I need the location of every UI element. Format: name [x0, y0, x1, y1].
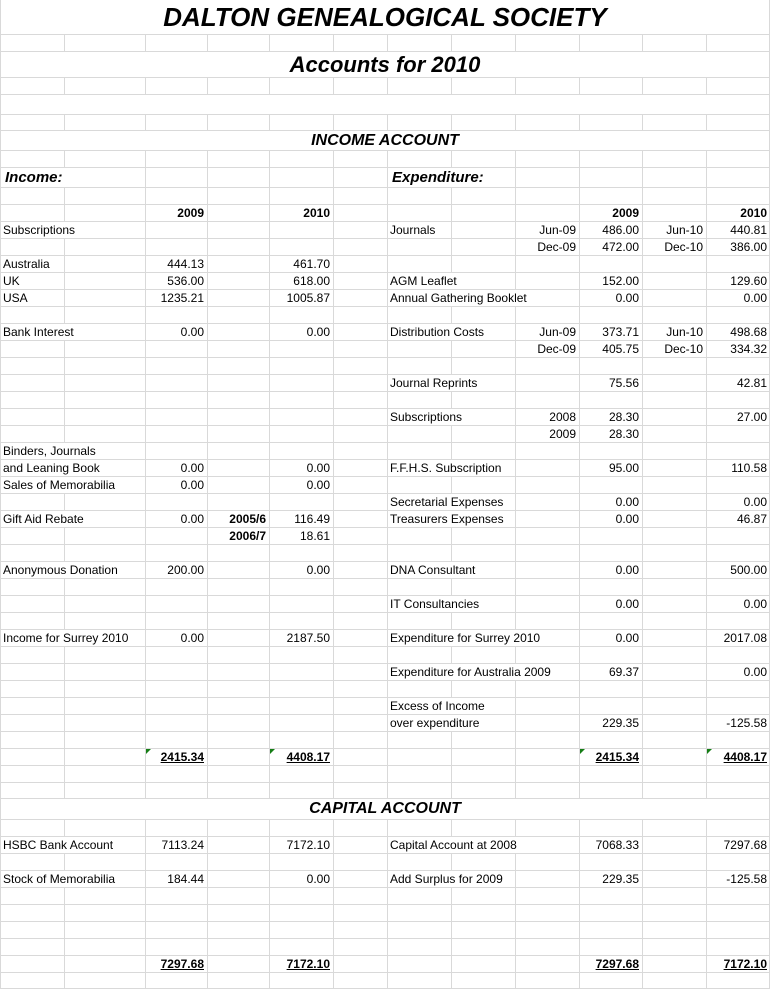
income-heading[interactable]: Income: — [1, 168, 69, 187]
income-account-title[interactable]: INCOME ACCOUNT — [1, 131, 769, 150]
table-row — [0, 680, 770, 697]
income-2009-value[interactable]: 0.00 — [180, 631, 204, 645]
table-row — [0, 836, 770, 853]
income-2010-value[interactable]: 1005.87 — [286, 291, 330, 305]
income-item-label[interactable]: USA — [1, 290, 32, 306]
expenditure-item-label[interactable]: Secretarial Expenses — [388, 494, 507, 510]
expenditure-2009-period[interactable]: Dec-09 — [537, 342, 576, 356]
income-2010-value[interactable]: 2187.50 — [286, 631, 330, 645]
table-row — [0, 870, 770, 887]
table-row — [0, 459, 770, 476]
expenditure-item-label[interactable]: Journals — [388, 222, 439, 238]
expenditure-2010-value[interactable]: 0.00 — [743, 291, 767, 305]
income-2010-value[interactable]: 0.00 — [306, 325, 330, 339]
income-2010-value[interactable]: 0.00 — [306, 563, 330, 577]
expenditure-2009-value[interactable]: 0.00 — [615, 495, 639, 509]
capital-2009-value[interactable]: 229.35 — [602, 872, 639, 886]
expenditure-2009-value[interactable]: 229.35 — [602, 716, 639, 730]
income-item-label[interactable]: Income for Surrey 2010 — [1, 630, 132, 646]
table-row — [0, 544, 770, 561]
income-item-label[interactable]: Gift Aid Rebate — [1, 511, 88, 527]
table-row — [0, 425, 770, 442]
column-header-exp-2009[interactable]: 2009 — [612, 206, 639, 220]
capital-totals-row — [0, 955, 770, 972]
income-2009-value[interactable]: 200.00 — [167, 563, 204, 577]
table-row — [0, 663, 770, 680]
expenditure-2009-period[interactable]: 2009 — [549, 427, 576, 441]
expenditure-2009-value[interactable]: 28.30 — [608, 410, 639, 424]
table-row — [0, 646, 770, 663]
expenditure-item-label[interactable]: Expenditure for Surrey 2010 — [388, 630, 544, 646]
expenditure-2009-value[interactable]: 486.00 — [602, 223, 639, 237]
expenditure-2009-value[interactable]: 28.30 — [608, 427, 639, 441]
income-2009-value[interactable]: 0.00 — [180, 512, 204, 526]
table-row — [0, 510, 770, 527]
total-income-2010[interactable]: 4408.17 — [286, 750, 330, 764]
income-2010-value[interactable]: 0.00 — [306, 478, 330, 492]
asset-2010-value[interactable]: 0.00 — [306, 872, 330, 886]
expenditure-item-label[interactable]: F.F.H.S. Subscription — [388, 460, 505, 476]
table-row — [0, 323, 770, 340]
table-row — [0, 357, 770, 374]
table-row — [0, 493, 770, 510]
expenditure-2010-value[interactable]: 498.68 — [730, 325, 767, 339]
income-period-note[interactable]: 2005/6 — [229, 512, 266, 526]
expenditure-2009-period[interactable]: Jun-09 — [539, 223, 576, 237]
expenditure-2010-value[interactable]: 110.58 — [731, 461, 767, 475]
total-exp-2010[interactable]: 4408.17 — [723, 750, 767, 764]
expenditure-2009-period[interactable]: Jun-09 — [539, 325, 576, 339]
asset-2009-value[interactable]: 184.44 — [167, 872, 204, 886]
column-header-exp-2010[interactable]: 2010 — [740, 206, 767, 220]
table-row — [0, 595, 770, 612]
income-item-label[interactable]: Subscriptions — [1, 222, 79, 238]
expenditure-2010-value[interactable]: 129.60 — [730, 274, 767, 288]
expenditure-2009-value[interactable]: 0.00 — [615, 563, 639, 577]
expenditure-item-label[interactable]: Journal Reprints — [388, 375, 481, 391]
expenditure-2009-value[interactable]: 0.00 — [615, 597, 639, 611]
total-exp-2009[interactable]: 2415.34 — [595, 750, 639, 764]
income-item-label[interactable]: Sales of Memorabilia — [1, 477, 119, 493]
expenditure-2010-period[interactable]: Dec-10 — [664, 342, 703, 356]
income-2010-value[interactable]: 18.61 — [299, 529, 330, 543]
table-row — [0, 374, 770, 391]
expenditure-2010-value[interactable]: 46.87 — [736, 512, 767, 526]
capital-account-title[interactable]: CAPITAL ACCOUNT — [1, 799, 769, 818]
expenditure-2009-period[interactable]: Dec-09 — [537, 240, 576, 254]
table-row — [0, 238, 770, 255]
table-row — [0, 731, 770, 748]
expenditure-2010-period[interactable]: Jun-10 — [666, 223, 703, 237]
expenditure-2009-value[interactable]: 0.00 — [615, 631, 639, 645]
table-row — [0, 391, 770, 408]
expenditure-2009-period[interactable]: 2008 — [549, 410, 576, 424]
table-row — [0, 629, 770, 646]
table-row — [0, 697, 770, 714]
capital-label[interactable]: Capital Account at 2008 — [388, 837, 521, 853]
table-row — [0, 340, 770, 357]
expenditure-item-label[interactable]: Distribution Costs — [388, 324, 488, 340]
expenditure-2010-value[interactable]: 42.81 — [736, 376, 767, 390]
accounts-subtitle[interactable]: Accounts for 2010 — [1, 52, 769, 77]
expenditure-2009-value[interactable]: 373.71 — [602, 325, 639, 339]
table-row — [0, 527, 770, 544]
table-row — [0, 408, 770, 425]
income-item-label[interactable]: UK — [1, 273, 24, 289]
income-2009-value[interactable]: 444.13 — [167, 257, 204, 271]
income-2009-value[interactable]: 0.00 — [180, 461, 204, 475]
expenditure-2010-period[interactable]: Jun-10 — [666, 325, 703, 339]
expenditure-2009-value[interactable]: 472.00 — [602, 240, 639, 254]
expenditure-heading[interactable]: Expenditure: — [388, 168, 490, 187]
expenditure-2010-value[interactable]: 500.00 — [730, 563, 767, 577]
expenditure-2010-value[interactable]: -125.58 — [726, 716, 767, 730]
table-row — [0, 306, 770, 323]
asset-2009-value[interactable]: 7113.24 — [161, 838, 204, 852]
table-row — [0, 289, 770, 306]
income-2010-value[interactable]: 618.00 — [293, 274, 330, 288]
table-row — [0, 853, 770, 870]
asset-2010-value[interactable]: 7172.10 — [286, 838, 330, 852]
income-2009-value[interactable]: 0.00 — [180, 478, 204, 492]
income-period-note[interactable]: 2006/7 — [229, 529, 266, 543]
asset-label[interactable]: Stock of Memorabilia — [1, 871, 119, 887]
expenditure-2010-value[interactable]: 334.32 — [730, 342, 767, 356]
expenditure-item-label[interactable]: Treasurers Expenses — [388, 511, 508, 527]
expenditure-2010-value[interactable]: 440.81 — [730, 223, 767, 237]
expenditure-2010-period[interactable]: Dec-10 — [664, 240, 703, 254]
expenditure-item-label[interactable]: IT Consultancies — [388, 596, 483, 612]
expenditure-2010-value[interactable]: 0.00 — [743, 597, 767, 611]
income-2009-value[interactable]: 0.00 — [180, 325, 204, 339]
totals-row — [0, 748, 770, 765]
capital-total-asset-2009[interactable]: 7297.68 — [160, 957, 204, 971]
expenditure-2009-value[interactable]: 405.75 — [602, 342, 639, 356]
capital-total-asset-2010[interactable]: 7172.10 — [286, 957, 330, 971]
table-row — [0, 476, 770, 493]
capital-2009-value[interactable]: 7068.33 — [595, 838, 639, 852]
table-row — [0, 561, 770, 578]
income-2009-value[interactable]: 536.00 — [167, 274, 204, 288]
total-income-2009[interactable]: 2415.34 — [160, 750, 204, 764]
capital-label[interactable]: Add Surplus for 2009 — [388, 871, 507, 887]
expenditure-item-label[interactable]: Excess of Income — [388, 698, 489, 714]
expenditure-item-label[interactable]: Expenditure for Australia 2009 — [388, 664, 555, 680]
expenditure-item-label[interactable]: Annual Gathering Booklet — [388, 290, 531, 306]
income-item-label[interactable]: Anonymous Donation — [1, 562, 122, 578]
income-2010-value[interactable]: 0.00 — [306, 461, 330, 475]
income-item-label[interactable]: and Leaning Book — [1, 460, 104, 476]
income-item-label[interactable]: Binders, Journals — [1, 443, 100, 459]
society-title[interactable]: DALTON GENEALOGICAL SOCIETY — [1, 1, 769, 34]
expenditure-item-label[interactable]: AGM Leaflet — [388, 273, 461, 289]
table-row — [0, 255, 770, 272]
column-header-income-2010[interactable]: 2010 — [303, 206, 330, 220]
income-item-label[interactable]: Australia — [1, 256, 54, 272]
column-header-income-2009[interactable]: 2009 — [177, 206, 204, 220]
income-2010-value[interactable]: 116.49 — [294, 512, 330, 526]
expenditure-2010-value[interactable]: 27.00 — [736, 410, 767, 424]
capital-2010-value[interactable]: 7297.68 — [723, 838, 767, 852]
expenditure-2010-value[interactable]: 0.00 — [743, 665, 767, 679]
expenditure-2009-value[interactable]: 95.00 — [608, 461, 639, 475]
expenditure-2009-value[interactable]: 0.00 — [615, 291, 639, 305]
expenditure-item-label[interactable]: Subscriptions — [388, 409, 466, 425]
expenditure-2009-value[interactable]: 152.00 — [602, 274, 639, 288]
expenditure-2009-value[interactable]: 69.37 — [608, 665, 639, 679]
expenditure-2010-value[interactable]: 386.00 — [730, 240, 767, 254]
expenditure-item-label[interactable]: over expenditure — [388, 715, 483, 731]
table-row — [0, 578, 770, 595]
table-row — [0, 272, 770, 289]
table-row — [0, 442, 770, 459]
expenditure-item-label[interactable]: DNA Consultant — [388, 562, 479, 578]
capital-total-capital-2010[interactable]: 7172.10 — [723, 957, 767, 971]
capital-total-capital-2009[interactable]: 7297.68 — [595, 957, 639, 971]
income-item-label[interactable]: Bank Interest — [1, 324, 78, 340]
expenditure-2010-value[interactable]: 0.00 — [743, 495, 767, 509]
table-row — [0, 714, 770, 731]
expenditure-2010-value[interactable]: 2017.08 — [723, 631, 767, 645]
capital-2010-value[interactable]: -125.58 — [726, 872, 767, 886]
expenditure-2009-value[interactable]: 75.56 — [608, 376, 639, 390]
column-header-row — [0, 204, 770, 221]
asset-label[interactable]: HSBC Bank Account — [1, 837, 117, 853]
income-2010-value[interactable]: 461.70 — [293, 257, 330, 271]
table-row — [0, 612, 770, 629]
table-row — [0, 221, 770, 238]
income-2009-value[interactable]: 1235.21 — [160, 291, 204, 305]
expenditure-2009-value[interactable]: 0.00 — [615, 512, 639, 526]
